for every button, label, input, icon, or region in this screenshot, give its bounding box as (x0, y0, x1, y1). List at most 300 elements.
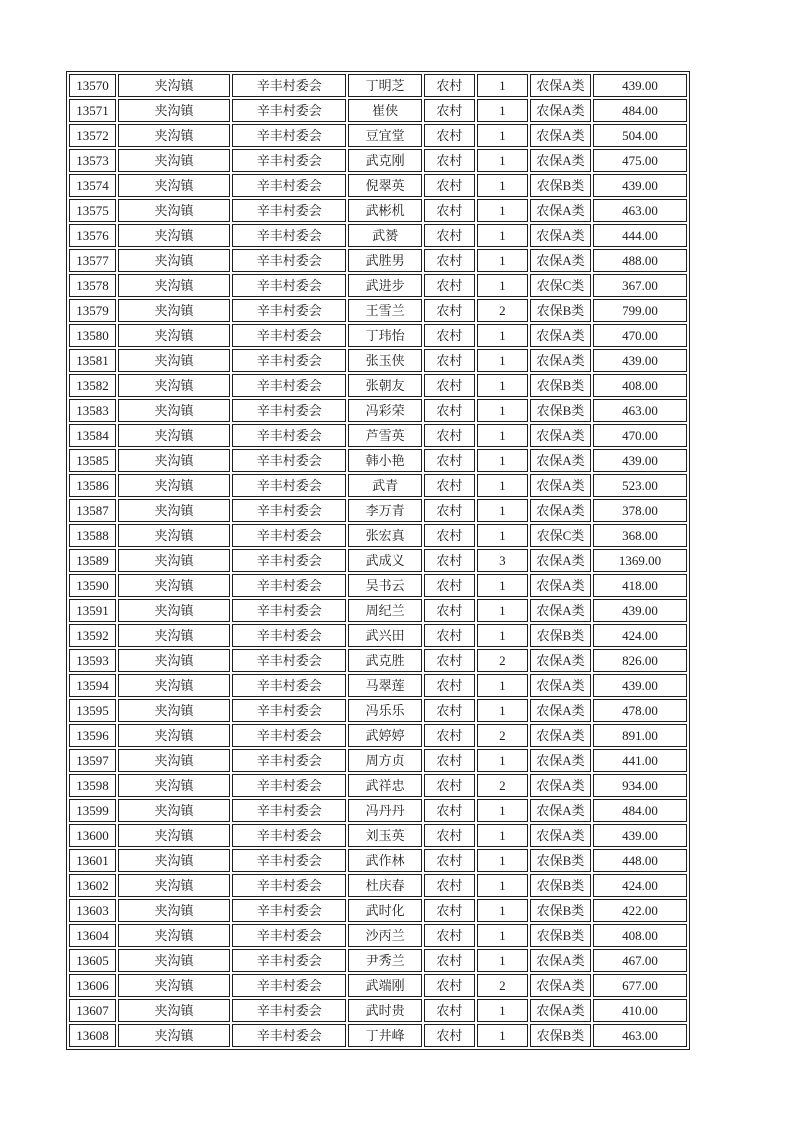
cell-amount: 422.00 (593, 899, 687, 922)
cell-person-count: 1 (477, 949, 528, 972)
cell-town: 夹沟镇 (118, 449, 230, 472)
table-row (69, 149, 687, 172)
cell-person-name: 王雪兰 (348, 299, 421, 322)
cell-town: 夹沟镇 (118, 299, 230, 322)
cell-person-count: 2 (477, 974, 528, 997)
cell-residence-type: 农村 (424, 274, 475, 297)
cell-insurance-category: 农保B类 (530, 299, 591, 322)
cell-insurance-category: 农保B类 (530, 374, 591, 397)
cell-town: 夹沟镇 (118, 899, 230, 922)
cell-village: 辛丰村委会 (232, 774, 346, 797)
cell-person-name: 倪翠英 (348, 174, 421, 197)
records-table (66, 71, 690, 1050)
cell-village: 辛丰村委会 (232, 174, 346, 197)
cell-amount: 677.00 (593, 974, 687, 997)
table-row (69, 949, 687, 972)
table-row (69, 499, 687, 522)
cell-record-id: 13581 (69, 349, 116, 372)
cell-residence-type: 农村 (424, 349, 475, 372)
cell-person-name: 武克胜 (348, 649, 421, 672)
cell-residence-type: 农村 (424, 499, 475, 522)
cell-person-name: 芦雪英 (348, 424, 421, 447)
cell-village: 辛丰村委会 (232, 324, 346, 347)
cell-person-count: 1 (477, 374, 528, 397)
table-body (69, 74, 687, 1047)
cell-village: 辛丰村委会 (232, 899, 346, 922)
cell-residence-type: 农村 (424, 474, 475, 497)
cell-record-id: 13591 (69, 599, 116, 622)
cell-town: 夹沟镇 (118, 174, 230, 197)
cell-record-id: 13580 (69, 324, 116, 347)
cell-person-count: 2 (477, 649, 528, 672)
cell-residence-type: 农村 (424, 74, 475, 97)
cell-amount: 826.00 (593, 649, 687, 672)
cell-town: 夹沟镇 (118, 749, 230, 772)
cell-insurance-category: 农保A类 (530, 474, 591, 497)
cell-record-id: 13572 (69, 124, 116, 147)
cell-residence-type: 农村 (424, 749, 475, 772)
cell-town: 夹沟镇 (118, 99, 230, 122)
cell-town: 夹沟镇 (118, 474, 230, 497)
cell-record-id: 13596 (69, 724, 116, 747)
cell-record-id: 13601 (69, 849, 116, 872)
cell-village: 辛丰村委会 (232, 224, 346, 247)
cell-insurance-category: 农保A类 (530, 149, 591, 172)
cell-insurance-category: 农保A类 (530, 699, 591, 722)
cell-village: 辛丰村委会 (232, 599, 346, 622)
cell-insurance-category: 农保B类 (530, 899, 591, 922)
cell-village: 辛丰村委会 (232, 874, 346, 897)
cell-person-name: 武赟 (348, 224, 421, 247)
table-row (69, 299, 687, 322)
cell-town: 夹沟镇 (118, 74, 230, 97)
cell-residence-type: 农村 (424, 399, 475, 422)
cell-village: 辛丰村委会 (232, 724, 346, 747)
cell-person-name: 冯丹丹 (348, 799, 421, 822)
cell-insurance-category: 农保A类 (530, 574, 591, 597)
cell-person-count: 1 (477, 799, 528, 822)
cell-person-name: 张玉侠 (348, 349, 421, 372)
table-row (69, 674, 687, 697)
cell-person-count: 1 (477, 174, 528, 197)
cell-person-count: 1 (477, 874, 528, 897)
cell-residence-type: 农村 (424, 599, 475, 622)
cell-amount: 470.00 (593, 324, 687, 347)
cell-amount: 504.00 (593, 124, 687, 147)
table-row (69, 324, 687, 347)
cell-person-count: 1 (477, 574, 528, 597)
cell-village: 辛丰村委会 (232, 249, 346, 272)
cell-residence-type: 农村 (424, 199, 475, 222)
cell-record-id: 13589 (69, 549, 116, 572)
table-row (69, 99, 687, 122)
cell-insurance-category: 农保A类 (530, 674, 591, 697)
cell-residence-type: 农村 (424, 799, 475, 822)
cell-person-count: 1 (477, 424, 528, 447)
cell-record-id: 13586 (69, 474, 116, 497)
table-row (69, 474, 687, 497)
cell-town: 夹沟镇 (118, 724, 230, 747)
cell-person-count: 1 (477, 274, 528, 297)
cell-village: 辛丰村委会 (232, 474, 346, 497)
cell-record-id: 13588 (69, 524, 116, 547)
cell-person-name: 周方贞 (348, 749, 421, 772)
cell-town: 夹沟镇 (118, 824, 230, 847)
cell-village: 辛丰村委会 (232, 424, 346, 447)
cell-village: 辛丰村委会 (232, 1024, 346, 1047)
cell-insurance-category: 农保A类 (530, 124, 591, 147)
cell-insurance-category: 农保A类 (530, 974, 591, 997)
cell-record-id: 13595 (69, 699, 116, 722)
cell-insurance-category: 农保A类 (530, 724, 591, 747)
cell-town: 夹沟镇 (118, 849, 230, 872)
cell-amount: 444.00 (593, 224, 687, 247)
cell-amount: 463.00 (593, 199, 687, 222)
cell-town: 夹沟镇 (118, 699, 230, 722)
cell-amount: 418.00 (593, 574, 687, 597)
table-row (69, 899, 687, 922)
cell-residence-type: 农村 (424, 699, 475, 722)
table-row (69, 699, 687, 722)
cell-town: 夹沟镇 (118, 499, 230, 522)
cell-town: 夹沟镇 (118, 949, 230, 972)
cell-person-name: 周纪兰 (348, 599, 421, 622)
cell-residence-type: 农村 (424, 149, 475, 172)
table-row (69, 74, 687, 97)
cell-amount: 408.00 (593, 924, 687, 947)
cell-record-id: 13574 (69, 174, 116, 197)
cell-amount: 470.00 (593, 424, 687, 447)
cell-person-name: 杜庆春 (348, 874, 421, 897)
cell-insurance-category: 农保B类 (530, 1024, 591, 1047)
cell-town: 夹沟镇 (118, 249, 230, 272)
cell-village: 辛丰村委会 (232, 824, 346, 847)
cell-town: 夹沟镇 (118, 1024, 230, 1047)
cell-village: 辛丰村委会 (232, 274, 346, 297)
cell-town: 夹沟镇 (118, 974, 230, 997)
cell-insurance-category: 农保A类 (530, 74, 591, 97)
cell-record-id: 13598 (69, 774, 116, 797)
cell-insurance-category: 农保A类 (530, 774, 591, 797)
table-row (69, 424, 687, 447)
cell-amount: 488.00 (593, 249, 687, 272)
cell-person-count: 1 (477, 824, 528, 847)
cell-residence-type: 农村 (424, 99, 475, 122)
cell-town: 夹沟镇 (118, 324, 230, 347)
cell-person-count: 1 (477, 449, 528, 472)
cell-person-name: 丁井峰 (348, 1024, 421, 1047)
cell-residence-type: 农村 (424, 124, 475, 147)
cell-insurance-category: 农保A类 (530, 949, 591, 972)
table-row (69, 924, 687, 947)
cell-insurance-category: 农保A类 (530, 999, 591, 1022)
cell-amount: 367.00 (593, 274, 687, 297)
table-row (69, 174, 687, 197)
cell-person-name: 吴书云 (348, 574, 421, 597)
cell-person-name: 丁玮怡 (348, 324, 421, 347)
cell-town: 夹沟镇 (118, 574, 230, 597)
cell-record-id: 13608 (69, 1024, 116, 1047)
cell-town: 夹沟镇 (118, 374, 230, 397)
cell-record-id: 13602 (69, 874, 116, 897)
cell-residence-type: 农村 (424, 174, 475, 197)
cell-insurance-category: 农保A类 (530, 499, 591, 522)
table-row (69, 1024, 687, 1047)
cell-village: 辛丰村委会 (232, 99, 346, 122)
cell-amount: 441.00 (593, 749, 687, 772)
table-row (69, 399, 687, 422)
cell-record-id: 13599 (69, 799, 116, 822)
cell-town: 夹沟镇 (118, 424, 230, 447)
cell-village: 辛丰村委会 (232, 349, 346, 372)
cell-town: 夹沟镇 (118, 624, 230, 647)
cell-insurance-category: 农保B类 (530, 174, 591, 197)
cell-person-name: 武时化 (348, 899, 421, 922)
cell-village: 辛丰村委会 (232, 374, 346, 397)
cell-amount: 799.00 (593, 299, 687, 322)
cell-amount: 891.00 (593, 724, 687, 747)
cell-residence-type: 农村 (424, 374, 475, 397)
cell-residence-type: 农村 (424, 624, 475, 647)
cell-person-name: 武青 (348, 474, 421, 497)
cell-residence-type: 农村 (424, 549, 475, 572)
cell-village: 辛丰村委会 (232, 149, 346, 172)
cell-person-name: 武兴田 (348, 624, 421, 647)
cell-town: 夹沟镇 (118, 549, 230, 572)
cell-residence-type: 农村 (424, 674, 475, 697)
cell-residence-type: 农村 (424, 824, 475, 847)
cell-residence-type: 农村 (424, 724, 475, 747)
cell-amount: 439.00 (593, 349, 687, 372)
table-row (69, 799, 687, 822)
cell-village: 辛丰村委会 (232, 549, 346, 572)
cell-person-count: 1 (477, 324, 528, 347)
cell-town: 夹沟镇 (118, 999, 230, 1022)
cell-insurance-category: 农保B类 (530, 399, 591, 422)
cell-town: 夹沟镇 (118, 799, 230, 822)
cell-town: 夹沟镇 (118, 149, 230, 172)
cell-person-count: 1 (477, 474, 528, 497)
cell-residence-type: 农村 (424, 249, 475, 272)
cell-person-name: 丁明芝 (348, 74, 421, 97)
cell-residence-type: 农村 (424, 949, 475, 972)
cell-residence-type: 农村 (424, 324, 475, 347)
cell-person-count: 1 (477, 999, 528, 1022)
cell-insurance-category: 农保C类 (530, 274, 591, 297)
cell-person-count: 1 (477, 224, 528, 247)
cell-insurance-category: 农保A类 (530, 749, 591, 772)
table-row (69, 199, 687, 222)
cell-village: 辛丰村委会 (232, 999, 346, 1022)
cell-village: 辛丰村委会 (232, 649, 346, 672)
cell-residence-type: 农村 (424, 649, 475, 672)
cell-village: 辛丰村委会 (232, 74, 346, 97)
cell-town: 夹沟镇 (118, 649, 230, 672)
cell-amount: 439.00 (593, 674, 687, 697)
cell-record-id: 13603 (69, 899, 116, 922)
cell-village: 辛丰村委会 (232, 299, 346, 322)
cell-person-name: 沙丙兰 (348, 924, 421, 947)
cell-village: 辛丰村委会 (232, 699, 346, 722)
cell-insurance-category: 农保A类 (530, 324, 591, 347)
cell-village: 辛丰村委会 (232, 924, 346, 947)
cell-person-count: 1 (477, 599, 528, 622)
cell-town: 夹沟镇 (118, 199, 230, 222)
table-row (69, 874, 687, 897)
cell-amount: 378.00 (593, 499, 687, 522)
cell-amount: 408.00 (593, 374, 687, 397)
cell-person-name: 韩小艳 (348, 449, 421, 472)
cell-person-count: 1 (477, 399, 528, 422)
cell-person-name: 武彬机 (348, 199, 421, 222)
cell-village: 辛丰村委会 (232, 499, 346, 522)
cell-insurance-category: 农保A类 (530, 424, 591, 447)
cell-record-id: 13587 (69, 499, 116, 522)
table-row (69, 449, 687, 472)
cell-person-name: 张朝友 (348, 374, 421, 397)
table-row (69, 749, 687, 772)
cell-amount: 424.00 (593, 624, 687, 647)
cell-town: 夹沟镇 (118, 774, 230, 797)
cell-insurance-category: 农保A类 (530, 824, 591, 847)
cell-person-name: 武时贵 (348, 999, 421, 1022)
cell-record-id: 13576 (69, 224, 116, 247)
cell-amount: 439.00 (593, 74, 687, 97)
cell-amount: 439.00 (593, 449, 687, 472)
cell-person-count: 1 (477, 149, 528, 172)
cell-insurance-category: 农保A类 (530, 799, 591, 822)
cell-residence-type: 农村 (424, 224, 475, 247)
cell-village: 辛丰村委会 (232, 399, 346, 422)
cell-amount: 410.00 (593, 999, 687, 1022)
cell-amount: 934.00 (593, 774, 687, 797)
cell-amount: 1369.00 (593, 549, 687, 572)
cell-record-id: 13584 (69, 424, 116, 447)
cell-record-id: 13577 (69, 249, 116, 272)
cell-person-count: 1 (477, 849, 528, 872)
cell-insurance-category: 农保A类 (530, 224, 591, 247)
cell-person-count: 1 (477, 924, 528, 947)
cell-amount: 424.00 (593, 874, 687, 897)
cell-residence-type: 农村 (424, 974, 475, 997)
cell-record-id: 13593 (69, 649, 116, 672)
cell-insurance-category: 农保A类 (530, 99, 591, 122)
cell-record-id: 13575 (69, 199, 116, 222)
cell-insurance-category: 农保B类 (530, 924, 591, 947)
table-row (69, 374, 687, 397)
table-row (69, 549, 687, 572)
cell-person-count: 1 (477, 1024, 528, 1047)
cell-person-count: 1 (477, 749, 528, 772)
cell-amount: 484.00 (593, 99, 687, 122)
cell-record-id: 13578 (69, 274, 116, 297)
cell-person-count: 1 (477, 249, 528, 272)
cell-insurance-category: 农保B类 (530, 624, 591, 647)
cell-town: 夹沟镇 (118, 674, 230, 697)
cell-record-id: 13597 (69, 749, 116, 772)
cell-person-count: 2 (477, 299, 528, 322)
cell-village: 辛丰村委会 (232, 199, 346, 222)
cell-person-name: 马翠莲 (348, 674, 421, 697)
cell-amount: 368.00 (593, 524, 687, 547)
cell-person-count: 1 (477, 124, 528, 147)
table-row (69, 774, 687, 797)
cell-person-name: 武端刚 (348, 974, 421, 997)
cell-person-name: 李万青 (348, 499, 421, 522)
table-row (69, 524, 687, 547)
cell-record-id: 13573 (69, 149, 116, 172)
cell-residence-type: 农村 (424, 924, 475, 947)
cell-residence-type: 农村 (424, 899, 475, 922)
cell-person-name: 武婷婷 (348, 724, 421, 747)
cell-record-id: 13570 (69, 74, 116, 97)
cell-insurance-category: 农保A类 (530, 599, 591, 622)
cell-record-id: 13582 (69, 374, 116, 397)
cell-record-id: 13590 (69, 574, 116, 597)
cell-record-id: 13579 (69, 299, 116, 322)
cell-person-count: 1 (477, 199, 528, 222)
cell-residence-type: 农村 (424, 424, 475, 447)
cell-person-name: 尹秀兰 (348, 949, 421, 972)
cell-record-id: 13606 (69, 974, 116, 997)
table-row (69, 349, 687, 372)
cell-village: 辛丰村委会 (232, 849, 346, 872)
cell-person-count: 1 (477, 349, 528, 372)
cell-person-name: 武作林 (348, 849, 421, 872)
cell-person-name: 冯乐乐 (348, 699, 421, 722)
cell-person-count: 1 (477, 624, 528, 647)
cell-insurance-category: 农保A类 (530, 449, 591, 472)
cell-record-id: 13585 (69, 449, 116, 472)
cell-village: 辛丰村委会 (232, 949, 346, 972)
cell-amount: 439.00 (593, 824, 687, 847)
cell-residence-type: 农村 (424, 874, 475, 897)
cell-residence-type: 农村 (424, 774, 475, 797)
cell-town: 夹沟镇 (118, 599, 230, 622)
cell-person-name: 崔侠 (348, 99, 421, 122)
cell-insurance-category: 农保A类 (530, 349, 591, 372)
cell-town: 夹沟镇 (118, 274, 230, 297)
cell-record-id: 13583 (69, 399, 116, 422)
cell-record-id: 13592 (69, 624, 116, 647)
cell-residence-type: 农村 (424, 1024, 475, 1047)
table-row (69, 649, 687, 672)
cell-record-id: 13607 (69, 999, 116, 1022)
cell-residence-type: 农村 (424, 524, 475, 547)
cell-village: 辛丰村委会 (232, 524, 346, 547)
cell-amount: 484.00 (593, 799, 687, 822)
cell-person-name: 张宏真 (348, 524, 421, 547)
cell-insurance-category: 农保A类 (530, 549, 591, 572)
cell-insurance-category: 农保A类 (530, 199, 591, 222)
cell-record-id: 13600 (69, 824, 116, 847)
cell-town: 夹沟镇 (118, 399, 230, 422)
cell-village: 辛丰村委会 (232, 124, 346, 147)
cell-person-count: 2 (477, 724, 528, 747)
cell-record-id: 13594 (69, 674, 116, 697)
cell-person-count: 1 (477, 99, 528, 122)
table-row (69, 724, 687, 747)
table-row (69, 124, 687, 147)
cell-village: 辛丰村委会 (232, 799, 346, 822)
cell-person-name: 豆宜堂 (348, 124, 421, 147)
cell-amount: 439.00 (593, 174, 687, 197)
cell-town: 夹沟镇 (118, 874, 230, 897)
cell-amount: 475.00 (593, 149, 687, 172)
cell-record-id: 13604 (69, 924, 116, 947)
cell-person-name: 刘玉英 (348, 824, 421, 847)
cell-amount: 478.00 (593, 699, 687, 722)
